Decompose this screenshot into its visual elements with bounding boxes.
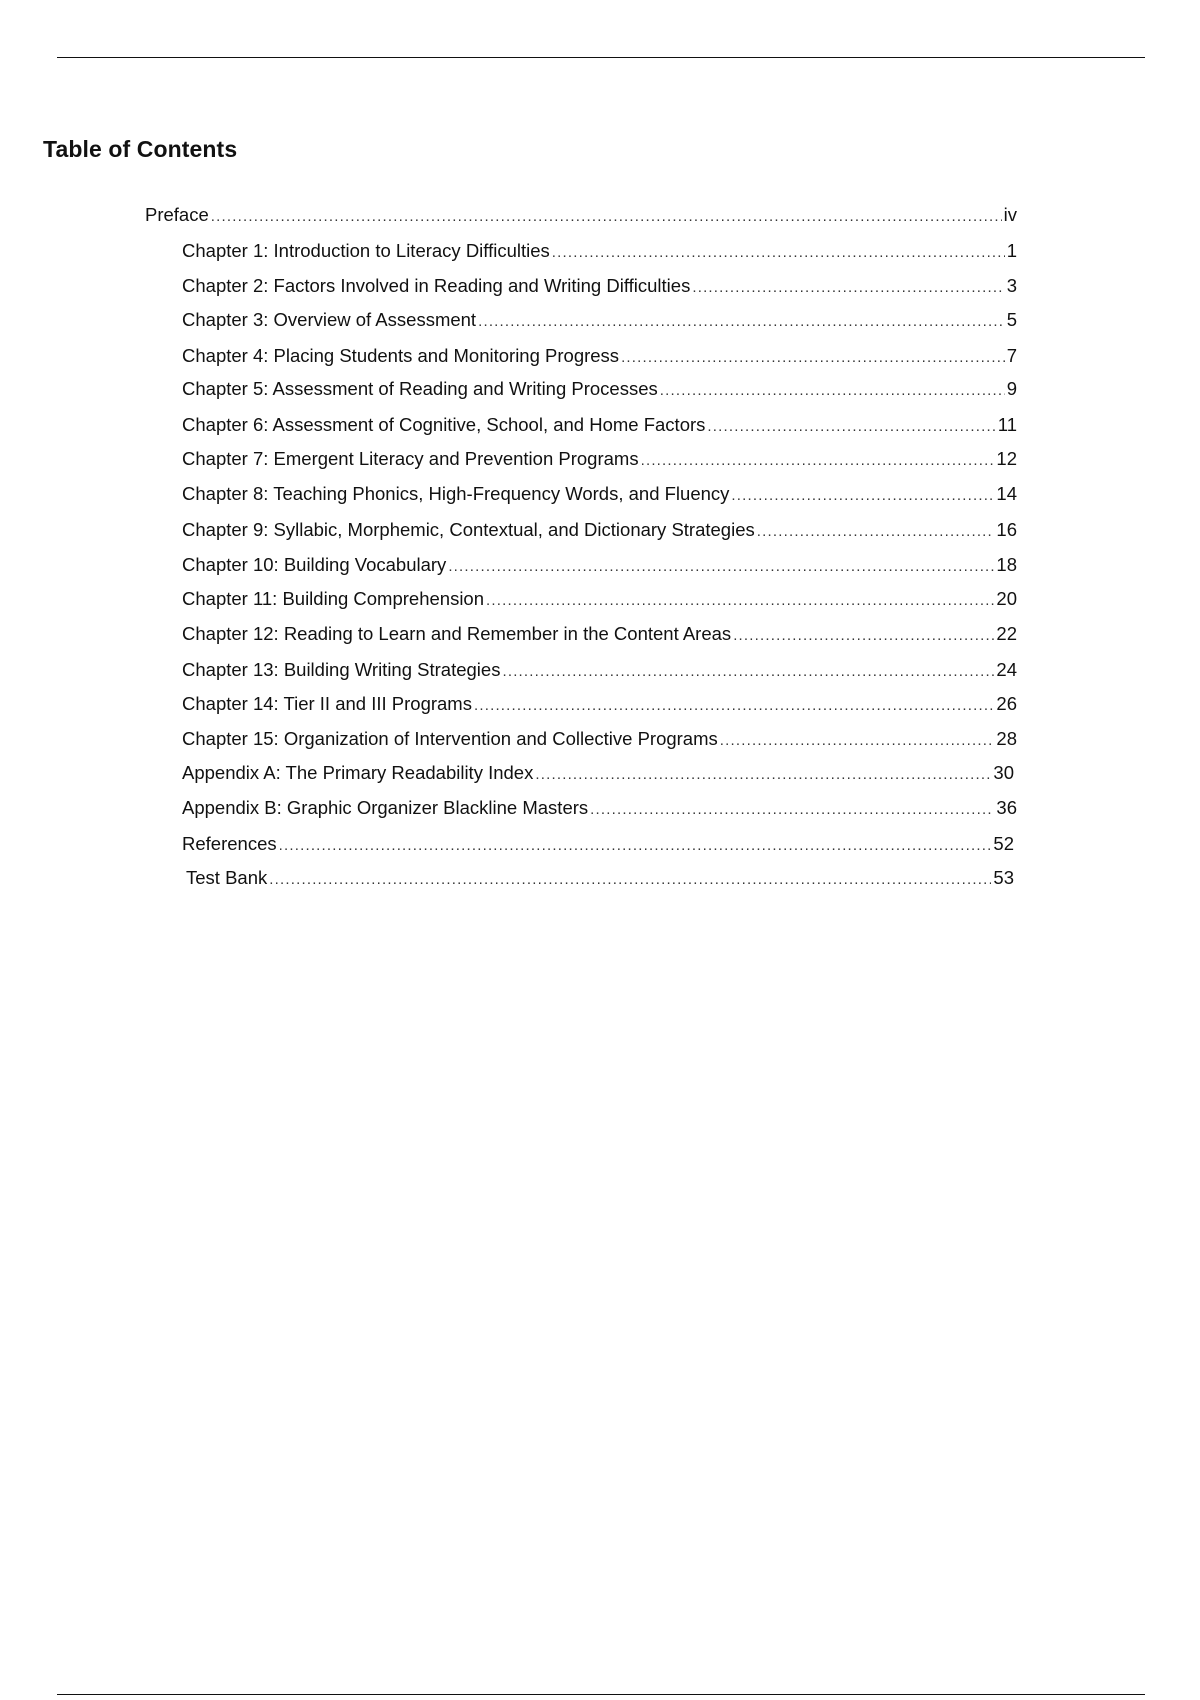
toc-entry-page: 26 — [996, 693, 1017, 714]
header-rule — [57, 57, 1145, 58]
toc-entry-page: 11 — [997, 414, 1017, 435]
toc-entry-page: 22 — [996, 623, 1017, 644]
toc-leader-dots — [692, 276, 1004, 300]
toc-entry-chapter-3 — [182, 308, 1017, 334]
toc-entry-references — [182, 832, 1014, 858]
toc-leader-dots — [757, 520, 995, 544]
toc-entry-label: Appendix B: Graphic Organizer Blackline Masters — [182, 797, 589, 818]
toc-entry-page: 53 — [993, 867, 1014, 888]
toc-entry-chapter-9 — [182, 518, 1017, 544]
toc-entry-page: 20 — [996, 588, 1017, 609]
toc-entry-label: Appendix A: The Primary Readability Index — [182, 762, 534, 783]
toc-leader-dots — [590, 798, 994, 822]
toc-entry-page: 12 — [996, 448, 1017, 469]
toc-entry-label: Chapter 15: Organization of Intervention and Collective Programs — [182, 728, 718, 749]
toc-leader-dots — [720, 729, 995, 753]
toc-leader-dots — [448, 555, 994, 579]
toc-entry-page: 30 — [993, 762, 1014, 783]
toc-entry-page: iv — [1003, 204, 1017, 225]
toc-entry-page: 9 — [1006, 378, 1017, 399]
toc-entry-label: Preface — [145, 204, 209, 225]
toc-entry-chapter-2 — [182, 274, 1017, 300]
toc-leader-dots — [621, 346, 1005, 370]
toc-entry-chapter-5 — [182, 377, 1017, 403]
toc-entry-label: Chapter 8: Teaching Phonics, High-Frequency Words, and Fluency — [182, 483, 730, 504]
toc-entry-preface — [145, 203, 1017, 229]
toc-entry-label: Chapter 5: Assessment of Reading and Writing Processes — [182, 378, 658, 399]
toc-leader-dots — [641, 449, 995, 473]
toc-entry-label: Chapter 4: Placing Students and Monitoring Progress — [182, 345, 620, 366]
toc-leader-dots — [731, 484, 994, 508]
toc-entry-label: Chapter 3: Overview of Assessment — [182, 309, 477, 330]
footer-rule — [57, 1694, 1145, 1695]
toc-entry-appendix-b — [182, 796, 1017, 822]
toc-leader-dots — [733, 624, 994, 648]
toc-entry-label: Chapter 6: Assessment of Cognitive, School, and Home Factors — [182, 414, 706, 435]
toc-entry-appendix-a — [182, 761, 1014, 787]
toc-entry-label: References — [182, 833, 277, 854]
toc-leader-dots — [707, 415, 995, 439]
toc-entry-chapter-4 — [182, 344, 1017, 370]
toc-leader-dots — [552, 241, 1005, 265]
toc-entry-label: Test Bank — [186, 867, 268, 888]
toc-leader-dots — [660, 379, 1005, 403]
toc-entry-label: Chapter 11: Building Comprehension — [182, 588, 485, 609]
toc-leader-dots — [478, 310, 1005, 334]
toc-entry-page: 52 — [993, 833, 1014, 854]
toc-entry-chapter-6 — [182, 413, 1017, 439]
toc-entry-chapter-7 — [182, 447, 1017, 473]
toc-entry-page: 14 — [996, 483, 1017, 504]
toc-leader-dots — [269, 868, 991, 892]
toc-entry-page: 1 — [1006, 240, 1017, 261]
toc-entry-label: Chapter 12: Reading to Learn and Remember in the Content Areas — [182, 623, 732, 644]
toc-entry-chapter-8 — [182, 482, 1017, 508]
toc-entry-chapter-11 — [182, 587, 1017, 613]
toc-entry-label: Chapter 2: Factors Involved in Reading and Writing Difficulties — [182, 275, 691, 296]
toc-entry-page: 28 — [996, 728, 1017, 749]
toc-entry-chapter-15 — [182, 727, 1017, 753]
toc-entry-page: 7 — [1006, 345, 1017, 366]
toc-entry-chapter-10 — [182, 553, 1017, 579]
toc-entry-label: Chapter 7: Emergent Literacy and Prevention Programs — [182, 448, 639, 469]
toc-entry-chapter-13 — [182, 658, 1017, 684]
toc-entry-test-bank — [186, 866, 1014, 892]
toc-entry-label: Chapter 1: Introduction to Literacy Difficulties — [182, 240, 550, 261]
toc-entry-page: 24 — [996, 659, 1017, 680]
toc-entry-chapter-14 — [182, 692, 1017, 718]
toc-entry-label: Chapter 9: Syllabic, Morphemic, Contextual, and Dictionary Strategies — [182, 519, 755, 540]
toc-entry-page: 5 — [1006, 309, 1017, 330]
toc-leader-dots — [502, 660, 994, 684]
toc-entry-label: Chapter 10: Building Vocabulary — [182, 554, 447, 575]
toc-entry-page: 18 — [996, 554, 1017, 575]
toc-entry-chapter-1 — [182, 239, 1017, 265]
toc-entry-label: Chapter 14: Tier II and III Programs — [182, 693, 472, 714]
toc-entry-page: 3 — [1006, 275, 1017, 296]
toc-entry-page: 16 — [996, 519, 1017, 540]
toc-leader-dots — [486, 589, 994, 613]
toc-entry-label: Chapter 13: Building Writing Strategies — [182, 659, 501, 680]
toc-leader-dots — [535, 763, 991, 787]
page-title: Table of Contents — [43, 136, 238, 162]
toc-leader-dots — [474, 694, 994, 718]
toc-entry-chapter-12 — [182, 622, 1017, 648]
toc-leader-dots — [211, 205, 1002, 229]
toc-entry-page: 36 — [996, 797, 1017, 818]
toc-leader-dots — [279, 834, 992, 858]
